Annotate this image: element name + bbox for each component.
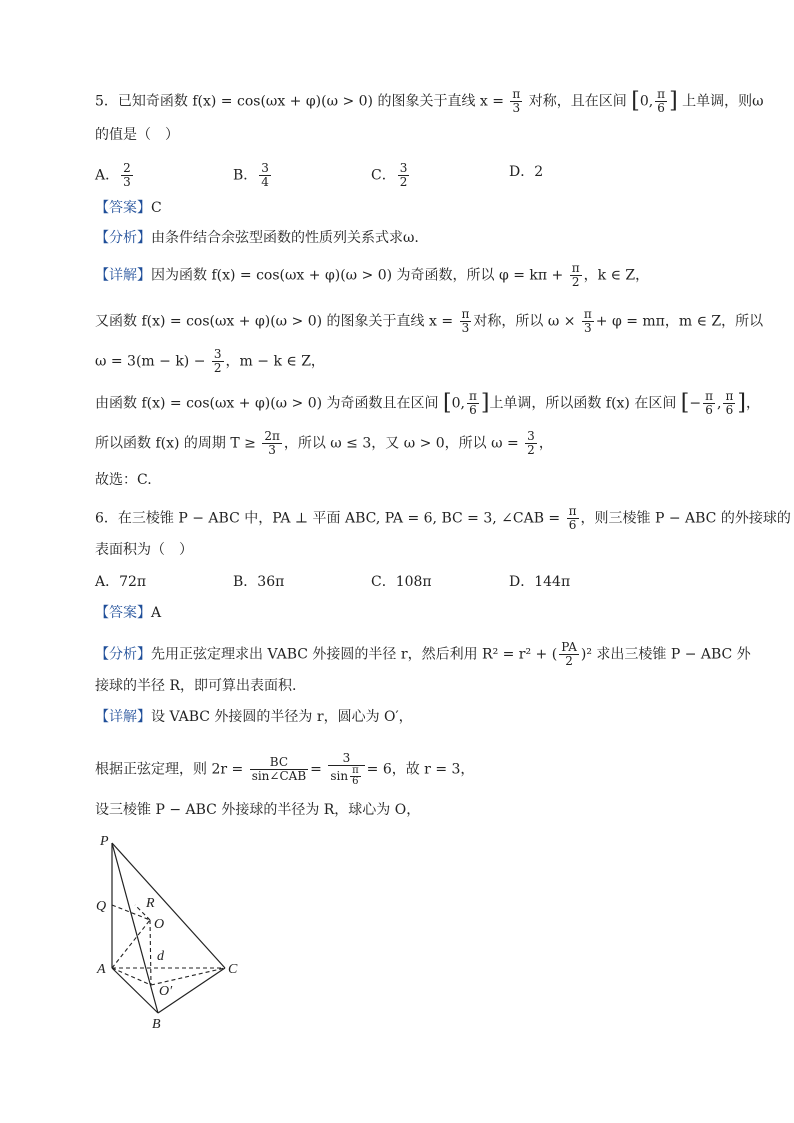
q5-detail-line3: ω = 3(m − k) − $\frac{3}{2}$ ，m − k ∈ Z， <box>95 347 325 375</box>
segment-or <box>135 905 150 920</box>
label-c: C <box>228 962 238 977</box>
fraction: $\frac{\pi}{6}$ <box>657 87 666 115</box>
q6-option-d: D．144π <box>509 574 571 590</box>
segment-ao <box>112 920 150 968</box>
q6-option-c: C．108π <box>371 574 432 590</box>
q5-detail-line5: 所以函数 f(x) 的周期 T ≥ $\frac{2\pi}{3}$ ，所以 ω ≤ 3，又 ω > 0，所以 ω = $\frac{3}{2}$ ， <box>95 429 553 457</box>
q5-option-b: B． $\frac{3}{4}$ <box>233 161 269 189</box>
segment-qo <box>112 905 150 920</box>
edge-ab <box>112 968 158 1013</box>
q6-analysis-line2: 接球的半径 R，即可算出表面积. <box>95 678 297 694</box>
edge-pc <box>112 843 225 968</box>
q5-detail-line2: 又函数 f(x) = cos(ωx + φ)(ω > 0) 的图象关于直线 x = $\frac{\pi}{3}$ 对称，所以 ω × $\frac{\pi}{3}$ + φ = mπ，m ∈ Z，所以 <box>95 307 764 335</box>
analysis-tag: 【分析】 <box>95 646 151 663</box>
q5-detail-line1: 【详解】因为函数 f(x) = cos(ωx + φ)(ω > 0) 为奇函数，所以 φ = kπ + $\frac{\pi}{2}$ ，k ∈ Z， <box>95 261 650 289</box>
answer-tag: 【答案】 <box>95 605 151 621</box>
q5-analysis: 【分析】由条件结合余弦型函数的性质列关系式求ω. <box>95 230 419 246</box>
detail-tag: 【详解】 <box>95 267 151 284</box>
q6-detail-line3: 设三棱锥 P − ABC 外接球的半径为 R，球心为 O， <box>95 802 421 818</box>
label-o-prime: O′ <box>159 984 173 999</box>
q5-option-d: D．2 <box>509 164 544 180</box>
edge-pb <box>112 843 158 1013</box>
q6-answer: 【答案】A <box>95 605 162 621</box>
label-r: R <box>146 896 155 911</box>
q5-stem-line1: 5．已知奇函数 f(x) = cos(ωx + φ)(ω > 0) 的图象关于直线 x = $\frac{\pi}{3}$ 对称，且在区间 [0, $\frac{\pi}{6}$ ] 上单调，则ω <box>95 87 764 115</box>
q5-option-c: C． $\frac{3}{2}$ <box>371 161 408 189</box>
segment-ao-prime <box>112 968 151 985</box>
analysis-tag: 【分析】 <box>95 230 151 246</box>
answer-tag: 【答案】 <box>95 200 151 216</box>
q6-detail-line1: 【详解】设 VABC 外接圆的半径为 r，圆心为 O′， <box>95 709 413 725</box>
q5-stem-text: 5．已知奇函数 f(x) = cos(ωx + φ)(ω > 0) 的图象关于直线 x = <box>95 93 504 110</box>
q5-conclusion: 故选：C. <box>95 472 152 488</box>
q6-option-a: A．72π <box>95 574 147 590</box>
label-q: Q <box>96 899 107 914</box>
q5-option-a: A． $\frac{2}{3}$ <box>95 161 131 189</box>
q6-option-b: B．36π <box>233 574 285 590</box>
label-b: B <box>152 1017 161 1032</box>
q6-stem-line1: 6．在三棱锥 P − ABC 中，PA ⊥ 平面 ABC, PA = 6, BC = 3, ∠CAB = $\frac{\pi}{6}$ ，则三棱锥 P − ABC 的外接球的 <box>95 504 791 532</box>
q6-detail-line2: 根据正弦定理，则 2r = $\frac{BC}{\text{sin∠CAB}}$ = 3 sin $\frac{\pi}{6}$ = 6，故 r = 3， <box>95 751 475 787</box>
label-a: A <box>97 962 106 977</box>
label-p: P <box>100 834 109 849</box>
segment-oo-prime <box>150 920 151 985</box>
q6-analysis-line1: 【分析】先用正弦定理求出 VABC 外接圆的半径 r，然后利用 R² = r² + ( $\frac{PA}{2}$ )² 求出三棱锥 P − ABC 外 <box>95 640 751 668</box>
edge-bc <box>158 968 225 1013</box>
label-o: O <box>154 917 165 932</box>
q6-stem-line2: 表面积为（ ） <box>95 542 193 558</box>
segment-o-prime-c <box>151 968 225 985</box>
q5-answer: 【答案】C <box>95 200 162 216</box>
q5-stem-line2: 的值是（ ） <box>95 127 179 143</box>
fraction: $\frac{\pi}{3}$ <box>512 87 521 115</box>
label-d: d <box>157 949 164 964</box>
q5-detail-line4: 由函数 f(x) = cos(ωx + φ)(ω > 0) 为奇函数且在区间 [0, $\frac{\pi}{6}$ ]上单调，所以函数 f(x) 在区间 [− $\frac{\pi}{6}$ , $\frac{\pi}{6}$ ]， <box>95 389 760 417</box>
detail-tag: 【详解】 <box>95 709 151 725</box>
